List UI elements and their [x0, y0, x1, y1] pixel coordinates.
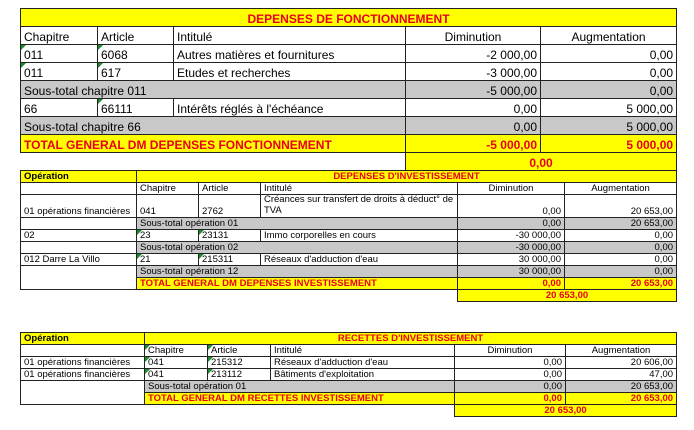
header-diminution: Diminution — [458, 183, 565, 195]
total-label: TOTAL GENERAL DM RECETTES INVESTISSEMENT — [145, 393, 455, 405]
subtotal-diminution: 0,00 — [455, 381, 566, 393]
cell-diminution: 0,00 — [455, 369, 566, 381]
subtotal-label: Sous-total opération 02 — [137, 242, 458, 254]
table-row — [21, 369, 677, 381]
cell-augmentation: 47,00 — [566, 369, 677, 381]
header-intitule: Intitulé — [174, 27, 406, 45]
balance-value: 20 653,00 — [458, 290, 677, 302]
operation-header: Opération — [21, 333, 145, 345]
subtotal-augmentation: 20 653,00 — [566, 381, 677, 393]
subtotal-label: Sous-total chapitre 66 — [21, 117, 406, 135]
cell-article: 2762 — [199, 195, 261, 218]
subtotal-row — [21, 242, 677, 254]
header-chapitre: Chapitre — [145, 345, 208, 357]
fonctionnement-table — [20, 8, 677, 171]
subtotal-label: Sous-total opération 01 — [145, 381, 455, 393]
subtotal-augmentation: 0,00 — [541, 81, 677, 99]
cell-article: 66111 — [98, 99, 174, 117]
cell-diminution: 0,00 — [458, 195, 565, 218]
cell-chapitre: 041 — [145, 369, 208, 381]
header-article: Article — [98, 27, 174, 45]
table-row — [21, 254, 677, 266]
cell-chapitre: 21 — [137, 254, 199, 266]
subtotal-row — [21, 218, 677, 230]
subtotal-augmentation: 0,00 — [565, 242, 677, 254]
cell-chapitre: 66 — [21, 99, 98, 117]
depenses-investissement-title: DEPENSES D'INVESTISSEMENT — [137, 171, 677, 183]
header-augmentation: Augmentation — [541, 27, 677, 45]
header-diminution: Diminution — [406, 27, 541, 45]
header-diminution: Diminution — [455, 345, 566, 357]
cell-intitule: Réseaux d'adduction d'eau — [271, 357, 455, 369]
total-row — [21, 135, 677, 153]
cell-intitule: Intérêts réglés à l'échéance — [174, 99, 406, 117]
table-row — [21, 230, 677, 242]
total-augmentation: 5 000,00 — [541, 135, 677, 153]
cell-diminution: 0,00 — [455, 357, 566, 369]
cell-article: 213112 — [208, 369, 271, 381]
cell-augmentation: 0,00 — [565, 254, 677, 266]
cell-chapitre: 23 — [137, 230, 199, 242]
cell-chapitre: 011 — [21, 45, 98, 63]
cell-intitule: Réseaux d'adduction d'eau — [261, 254, 458, 266]
total-diminution: 0,00 — [455, 393, 566, 405]
subtotal-augmentation: 5 000,00 — [541, 117, 677, 135]
table-row — [21, 357, 677, 369]
header-article: Article — [208, 345, 271, 357]
balance-value: 20 653,00 — [455, 405, 677, 417]
cell-augmentation: 20 653,00 — [565, 195, 677, 218]
cell-intitule: Etudes et recherches — [174, 63, 406, 81]
total-diminution: -5 000,00 — [406, 135, 541, 153]
cell-diminution: -30 000,00 — [458, 230, 565, 242]
cell-diminution: -2 000,00 — [406, 45, 541, 63]
cell-intitule: Créances sur transfert de droits à déduct° de TVA — [261, 195, 458, 218]
recettes-investissement-title: RECETTES D'INVESTISSEMENT — [145, 333, 677, 345]
balance-value: 0,00 — [406, 153, 677, 171]
header-augmentation: Augmentation — [565, 183, 677, 195]
subtotal-row — [21, 81, 677, 99]
cell-operation: 02 — [21, 230, 137, 242]
cell-intitule: Immo corporelles en cours — [261, 230, 458, 242]
cell-intitule: Bâtiments d'exploitation — [271, 369, 455, 381]
table-row — [21, 195, 677, 218]
operation-header: Opération — [21, 171, 137, 183]
subtotal-label: Sous-total chapitre 011 — [21, 81, 406, 99]
cell-intitule: Autres matières et fournitures — [174, 45, 406, 63]
total-row — [21, 393, 677, 405]
recettes-investissement-table — [20, 332, 677, 417]
header-chapitre: Chapitre — [21, 27, 98, 45]
cell-augmentation: 0,00 — [541, 63, 677, 81]
cell-article: 6068 — [98, 45, 174, 63]
subtotal-augmentation: 0,00 — [565, 266, 677, 278]
subtotal-diminution: -5 000,00 — [406, 81, 541, 99]
cell-operation: 01 opérations financières — [21, 369, 145, 381]
total-row — [21, 278, 677, 290]
header-chapitre: Chapitre — [137, 183, 199, 195]
cell-article: 23131 — [199, 230, 261, 242]
header-article: Article — [199, 183, 261, 195]
subtotal-diminution: 0,00 — [406, 117, 541, 135]
cell-article: 617 — [98, 63, 174, 81]
total-diminution: 0,00 — [458, 278, 565, 290]
total-augmentation: 20 653,00 — [566, 393, 677, 405]
cell-article: 215312 — [208, 357, 271, 369]
total-label: TOTAL GENERAL DM DEPENSES INVESTISSEMENT — [137, 278, 458, 290]
header-intitule: Intitulé — [271, 345, 455, 357]
header-intitule: Intitulé — [261, 183, 458, 195]
cell-chapitre: 041 — [145, 357, 208, 369]
table-row — [21, 45, 677, 63]
cell-operation: 012 Darre La Villo — [21, 254, 137, 266]
subtotal-row — [21, 266, 677, 278]
total-augmentation: 20 653,00 — [565, 278, 677, 290]
subtotal-diminution: 30 000,00 — [458, 266, 565, 278]
subtotal-augmentation: 20 653,00 — [565, 218, 677, 230]
subtotal-label: Sous-total opération 12 — [137, 266, 458, 278]
subtotal-row — [21, 381, 677, 393]
subtotal-label: Sous-total opération 01 — [137, 218, 458, 230]
depenses-investissement-table — [20, 170, 677, 302]
cell-chapitre: 011 — [21, 63, 98, 81]
table-row — [21, 99, 677, 117]
cell-diminution: -3 000,00 — [406, 63, 541, 81]
cell-augmentation: 0,00 — [541, 45, 677, 63]
cell-diminution: 0,00 — [406, 99, 541, 117]
subtotal-diminution: -30 000,00 — [458, 242, 565, 254]
header-augmentation: Augmentation — [566, 345, 677, 357]
subtotal-row — [21, 117, 677, 135]
cell-operation: 01 opérations financières — [21, 195, 137, 218]
cell-augmentation: 5 000,00 — [541, 99, 677, 117]
table-row — [21, 63, 677, 81]
total-label: TOTAL GENERAL DM DEPENSES FONCTIONNEMENT — [21, 135, 406, 153]
cell-augmentation: 20 606,00 — [566, 357, 677, 369]
cell-augmentation: 0,00 — [565, 230, 677, 242]
subtotal-diminution: 0,00 — [458, 218, 565, 230]
cell-diminution: 30 000,00 — [458, 254, 565, 266]
fonctionnement-title: DEPENSES DE FONCTIONNEMENT — [21, 9, 677, 27]
cell-article: 215311 — [199, 254, 261, 266]
cell-operation: 01 opérations financières — [21, 357, 145, 369]
cell-chapitre: 041 — [137, 195, 199, 218]
